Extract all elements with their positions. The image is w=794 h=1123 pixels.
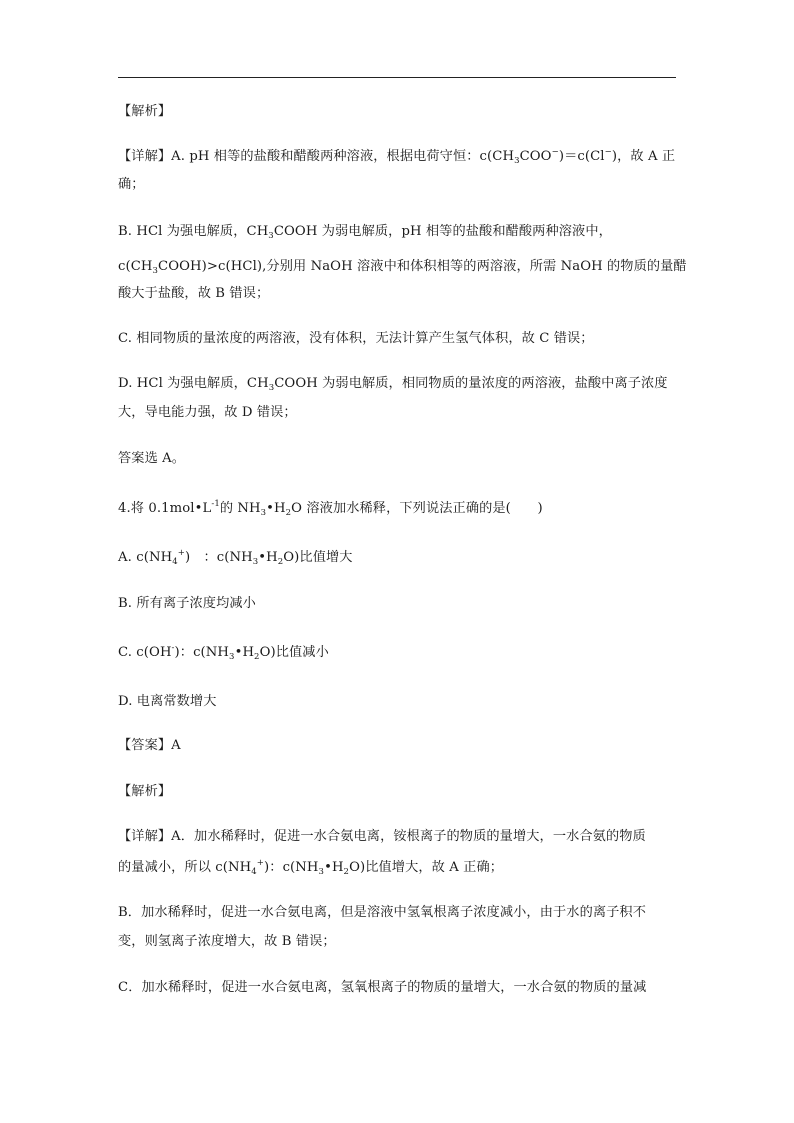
line-detail-q4-b-2: 变，则氢离子浓度增大，故 B 错误； xyxy=(118,934,336,949)
line-detail-q4-b-1: B．加水稀释时，促进一水合氨电离，但是溶液中氢氧根离子浓度减小，由于水的离子积不 xyxy=(118,905,646,920)
line-detail-c: C. 相同物质的量浓度的两溶液，没有体积，无法计算产生氢气体积，故 C 错误； xyxy=(118,331,594,346)
line-analysis-heading-2: 【解析】 xyxy=(118,784,172,799)
line-detail-a-1: 【详解】A. pH 相等的盐酸和醋酸两种溶液，根据电荷守恒：$c(CH_3COO^-)=c(Cl^-)$，故 A 正 xyxy=(118,147,676,166)
line-analysis-heading: 【解析】 xyxy=(118,104,172,119)
line-detail-d-1: D. HCl 为强电解质，$CH_3COOH$ 为弱电解质，相同物质的量浓度的两溶液，盐酸中离子浓度 xyxy=(118,376,668,393)
line-detail-d-2: 大，导电能力强，故 D 错误； xyxy=(118,405,297,420)
line-answer: 【答案】A xyxy=(118,738,181,753)
question-4-option-a: A. $c(NH_4^+)$ ：$c(NH_3•H_2O)$比值增大 xyxy=(118,548,353,567)
line-detail-a-2: 确； xyxy=(118,177,145,192)
header-rule xyxy=(118,77,676,78)
question-4-stem: 4.将 $0.1mol•L^{-1}$的 $NH_3•H_2O$ 溶液加水稀释，下列说法正确的是( ) xyxy=(118,499,543,518)
question-4-option-d: D. 电离常数增大 xyxy=(118,694,217,709)
line-answer-choice: 答案选 A。 xyxy=(118,451,186,466)
question-4-option-c: C. c(OH-)：$c(NH_3•H_2O)$比值减小 xyxy=(118,643,329,662)
line-detail-b-3: 酸大于盐酸，故 B 错误； xyxy=(118,286,270,301)
line-detail-q4-a-2: 的量减小，所以 $c(NH_4^+)$：$c(NH_3•H_2O)$比值增大，故 A 正确； xyxy=(118,858,504,877)
line-detail-q4-a-1: 【详解】A．加水稀释时，促进一水合氨电离，铵根离子的物质的量增大，一水合氨的物质 xyxy=(118,829,646,844)
line-detail-q4-c-1: C．加水稀释时，促进一水合氨电离，氢氧根离子的物质的量增大，一水合氨的物质的量减 xyxy=(118,980,647,995)
line-detail-b-1: B. HCl 为强电解质，$CH_3COOH$ 为弱电解质，pH 相等的盐酸和醋酸两种溶液中， xyxy=(118,224,612,241)
question-4-option-b: B. 所有离子浓度均减小 xyxy=(118,596,256,611)
line-detail-b-2: $c(CH_3COOH)>c(HCl)$,分别用 NaOH 溶液中和体积相等的两溶液，所需 NaOH 的物质的量醋 xyxy=(118,259,687,276)
